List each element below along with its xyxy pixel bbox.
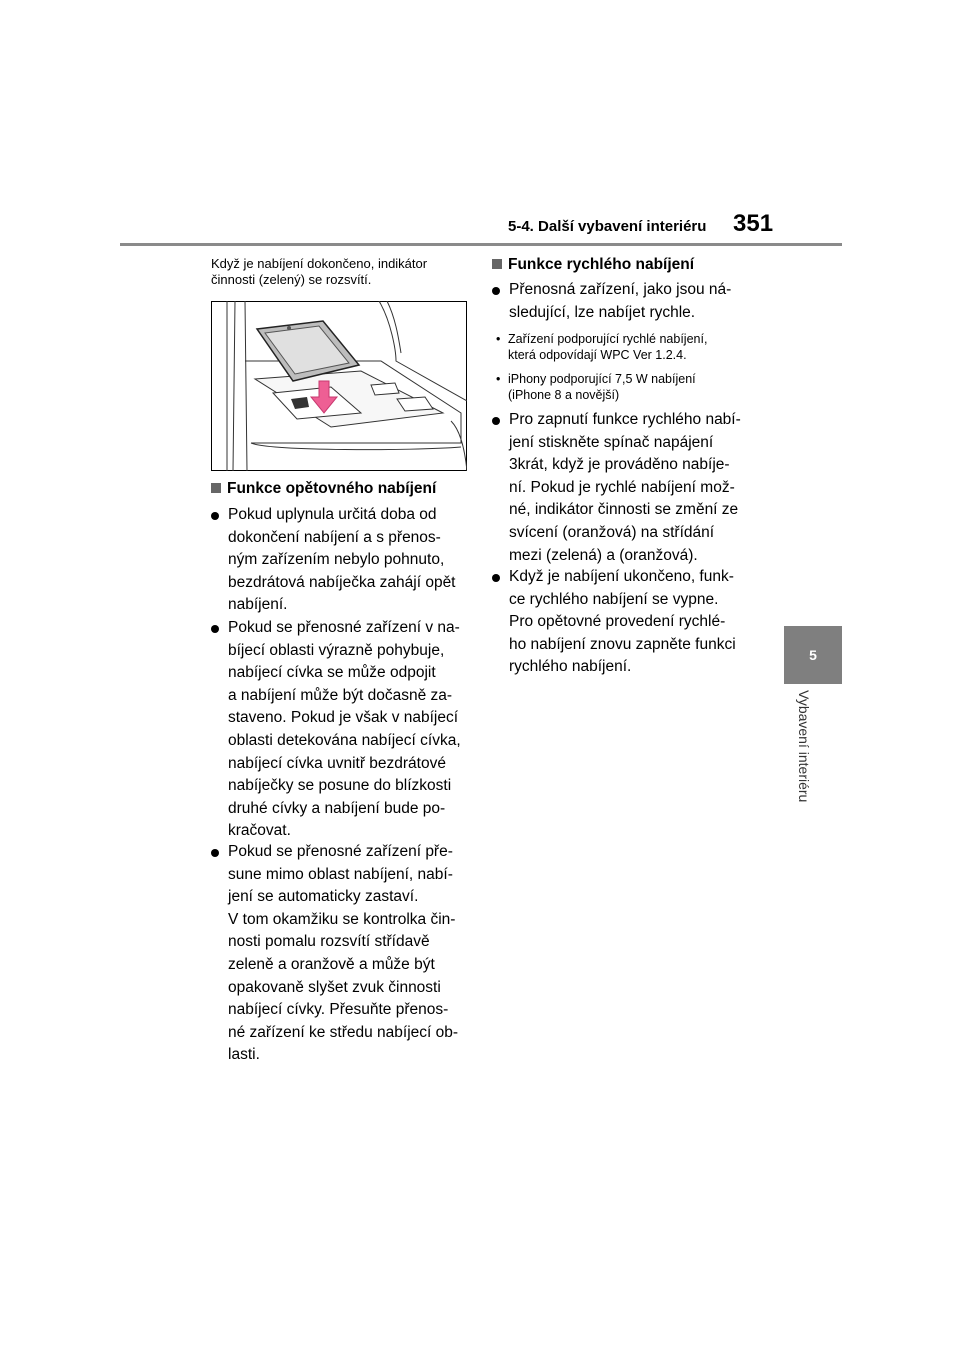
wireless-charger-illustration <box>211 301 467 471</box>
page-number: 351 <box>733 210 774 237</box>
heading-fast-charge: Funkce rychlého nabíjení <box>492 256 694 274</box>
section-title: 5-4. Další vybavení interiéru <box>508 218 707 235</box>
square-icon <box>492 259 502 269</box>
list-item: Pro zapnutí funkce rychlého nabí- jení stiskněte spínač napájení 3krát, když je prováděno nabíje- ní. Pokud je rychlé nabíjení mož- né, indikátor činnosti se změní ze svícení (oranžová) na střídání mezi (zelená) a (oranžová). <box>492 409 757 569</box>
list-item: Pokud uplynula určitá doba od dokončení nabíjení a s přenos- ným zařízením nebylo pohnuto, bezdrátová nabíječka zahájí opět nabíjení. <box>211 504 471 618</box>
bullet-dot-icon <box>492 287 500 295</box>
chapter-tab <box>784 626 842 684</box>
bullet-dot-icon <box>211 512 219 520</box>
intro-text <box>211 256 473 288</box>
chapter-number: 5 <box>809 647 817 663</box>
bullet-dot-icon <box>211 849 219 857</box>
note-item: • iPhony podporující 7,5 W nabíjení (iPhone 8 a novější) <box>496 372 696 402</box>
list-item: Pokud se přenosné zařízení pře- sune mimo oblast nabíjení, nabí- jení se automaticky zastaví. V tom okamžiku se kontrolka čin- nosti pomalu rozsvítí střídavě zeleně a oranžově a může být opakovaně slyšet zvuk činnosti nabíjecí cívky. Přesuňte přenos- né zařízení ke středu nabíjecí ob- lasti. <box>211 841 471 1069</box>
header-rule <box>120 243 842 246</box>
bullet-dot-icon <box>211 625 219 633</box>
square-icon <box>211 483 221 493</box>
list-item: Když je nabíjení ukončeno, funk- ce rychlého nabíjení se vypne. Pro opětovné provedení rychlé- ho nabíjení znovu zapněte funkci rychlého nabíjení. <box>492 566 757 680</box>
note-item: • Zařízení podporující rychlé nabíjení, která odpovídají WPC Ver 1.2.4. <box>496 332 708 362</box>
intro-line: činnosti (zelený) se rozsvítí. <box>211 272 372 287</box>
bullet-dot-icon <box>492 574 500 582</box>
chapter-title: Vybavení interiéru <box>796 690 812 803</box>
list-item: Přenosná zařízení, jako jsou ná- sledující, lze nabíjet rychle. <box>492 279 757 325</box>
intro-line: Když je nabíjení dokončeno, indikátor <box>211 256 428 271</box>
list-item: Pokud se přenosné zařízení v na- bíjecí oblasti výrazně pohybuje, nabíjecí cívka se může odpojit a nabíjení může být dočasně za- staveno. Pokud je však v nabíjecí oblasti detekována nabíjecí cívka, nabíjecí cívka uvnitř bezdrátové nabíječky se posune do blízkosti druhé cívky a nabíjení bude po- kračovat. <box>211 617 471 845</box>
bullet-dot-icon <box>492 417 500 425</box>
heading-recharge: Funkce opětovného nabíjení <box>211 480 436 498</box>
